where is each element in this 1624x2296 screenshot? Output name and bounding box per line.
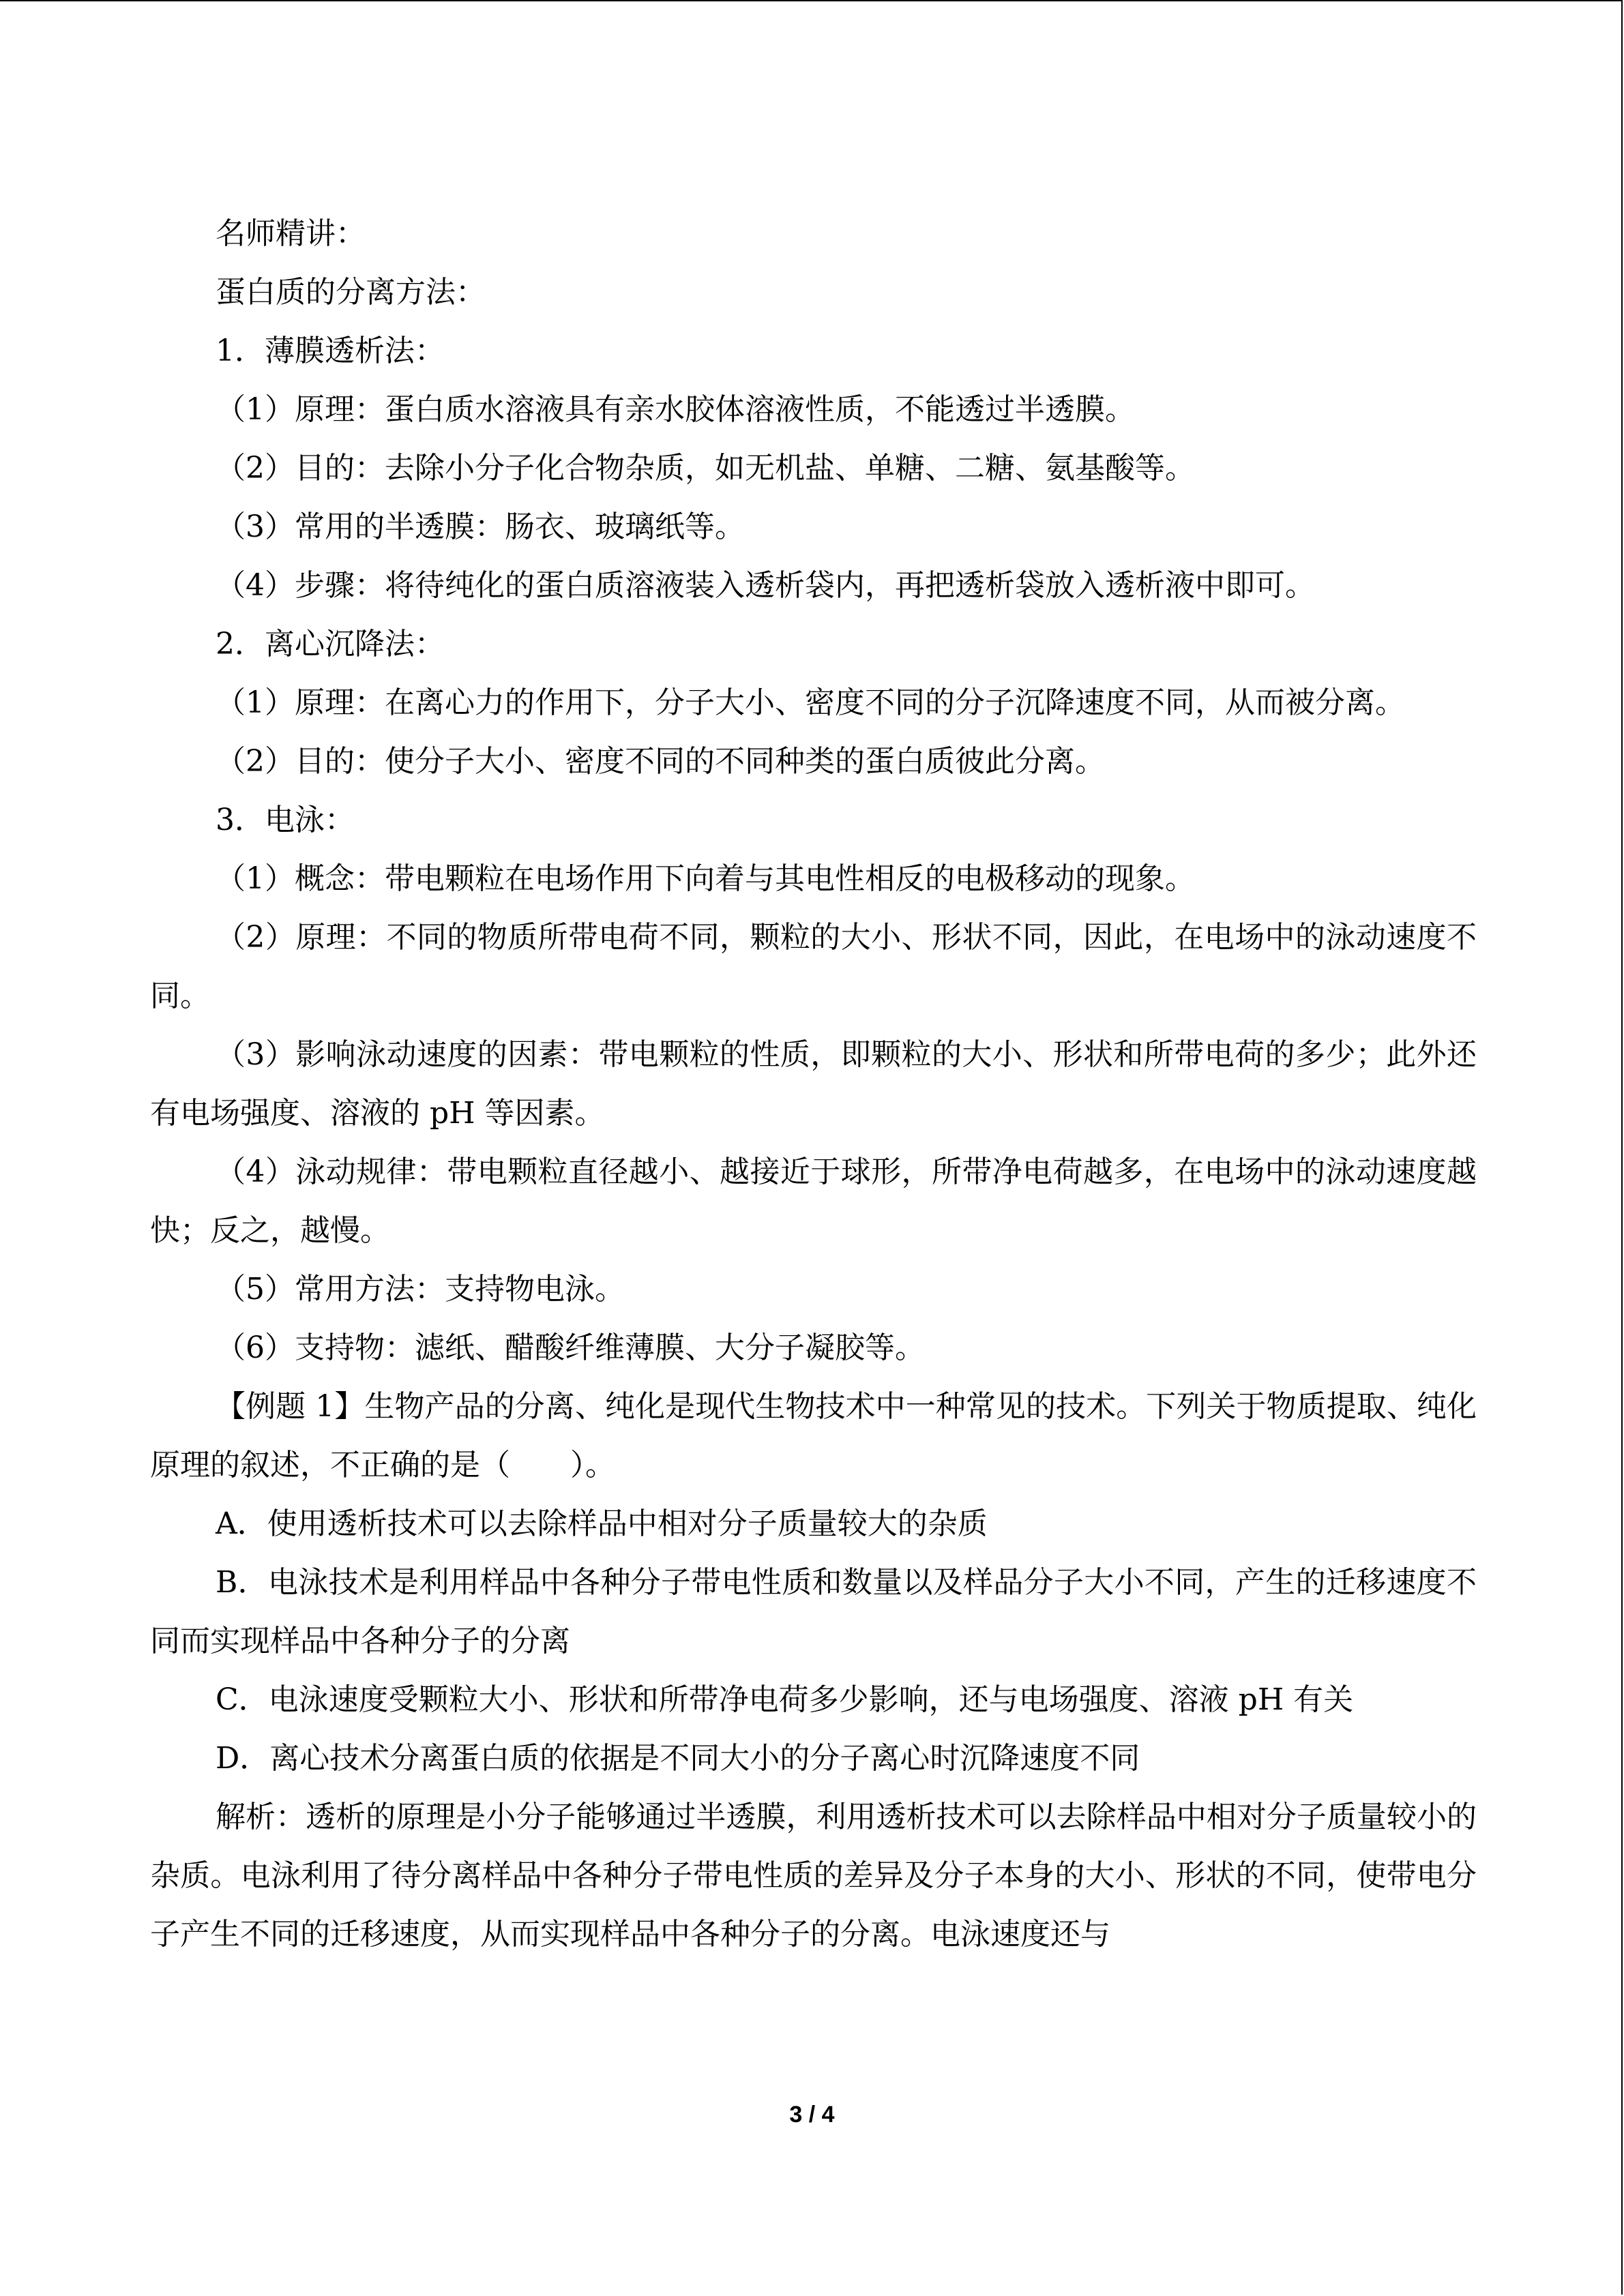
paragraph: （4）步骤：将待纯化的蛋白质溶液装入透析袋内，再把透析袋放入透析液中即可。 bbox=[216, 568, 1315, 603]
section-subheading: 蛋白质的分离方法： bbox=[216, 275, 486, 310]
paragraph: （3）常用的半透膜：肠衣、玻璃纸等。 bbox=[216, 509, 745, 544]
paragraph: （4）泳动规律：带电颗粒直径越小、越接近于球形，所带净电荷越多，在电场中的泳动速度越快；反之，越慢。 bbox=[150, 1154, 1477, 1248]
option-d: D．离心技术分离蛋白质的依据是不同大小的分子离心时沉降速度不同 bbox=[216, 1741, 1140, 1776]
paragraph: （2）目的：使分子大小、密度不同的不同种类的蛋白质彼此分离。 bbox=[216, 744, 1105, 779]
option-c: C．电泳速度受颗粒大小、形状和所带净电荷多少影响，还与电场强度、溶液 pH 有关 bbox=[216, 1682, 1354, 1717]
paragraph: （5）常用方法：支持物电泳。 bbox=[216, 1272, 625, 1307]
paragraph: （3）影响泳动速度的因素：带电颗粒的性质，即颗粒的大小、形状和所带电荷的多少；此外还有电场强度、溶液的 pH 等因素。 bbox=[150, 1037, 1477, 1131]
option-a: A．使用透析技术可以去除样品中相对分子质量较大的杂质 bbox=[216, 1506, 988, 1541]
document-body bbox=[150, 205, 1477, 1964]
paragraph: （6）支持物：滤纸、醋酸纤维薄膜、大分子凝胶等。 bbox=[216, 1330, 925, 1365]
page-number: 3 / 4 bbox=[789, 2102, 835, 2128]
paragraph: （1）原理：蛋白质水溶液具有亲水胶体溶液性质，不能透过半透膜。 bbox=[216, 392, 1135, 427]
analysis-paragraph: 解析：透析的原理是小分子能够通过半透膜，利用透析技术可以去除样品中相对分子质量较小的杂质。电泳利用了待分离样品中各种分子带电性质的差异及分子本身的大小、形状的不同，使带电分子产生不同的迁移速度，从而实现样品中各种分子的分离。电泳速度还与 bbox=[150, 1800, 1477, 1952]
method-heading-centrifugation: 2．离心沉降法： bbox=[216, 627, 445, 661]
example-question: 【例题 1】生物产品的分离、纯化是现代生物技术中一种常见的技术。下列关于物质提取、纯化原理的叙述，不正确的是（ ）。 bbox=[150, 1389, 1477, 1482]
method-heading-electrophoresis: 3．电泳： bbox=[216, 803, 355, 837]
option-b: B．电泳技术是利用样品中各种分子带电性质和数量以及样品分子大小不同，产生的迁移速度不同而实现样品中各种分子的分离 bbox=[150, 1565, 1477, 1658]
section-heading: 名师精讲： bbox=[216, 216, 366, 251]
paragraph: （1）概念：带电颗粒在电场作用下向着与其电性相反的电极移动的现象。 bbox=[216, 861, 1195, 896]
paragraph: （1）原理：在离心力的作用下，分子大小、密度不同的分子沉降速度不同，从而被分离。 bbox=[216, 685, 1405, 720]
paragraph: （2）目的：去除小分子化合物杂质，如无机盐、单糖、二糖、氨基酸等。 bbox=[216, 451, 1195, 486]
paragraph: （2）原理：不同的物质所带电荷不同，颗粒的大小、形状不同，因此，在电场中的泳动速度不同。 bbox=[150, 920, 1477, 1013]
method-heading-dialysis: 1．薄膜透析法： bbox=[216, 333, 445, 368]
